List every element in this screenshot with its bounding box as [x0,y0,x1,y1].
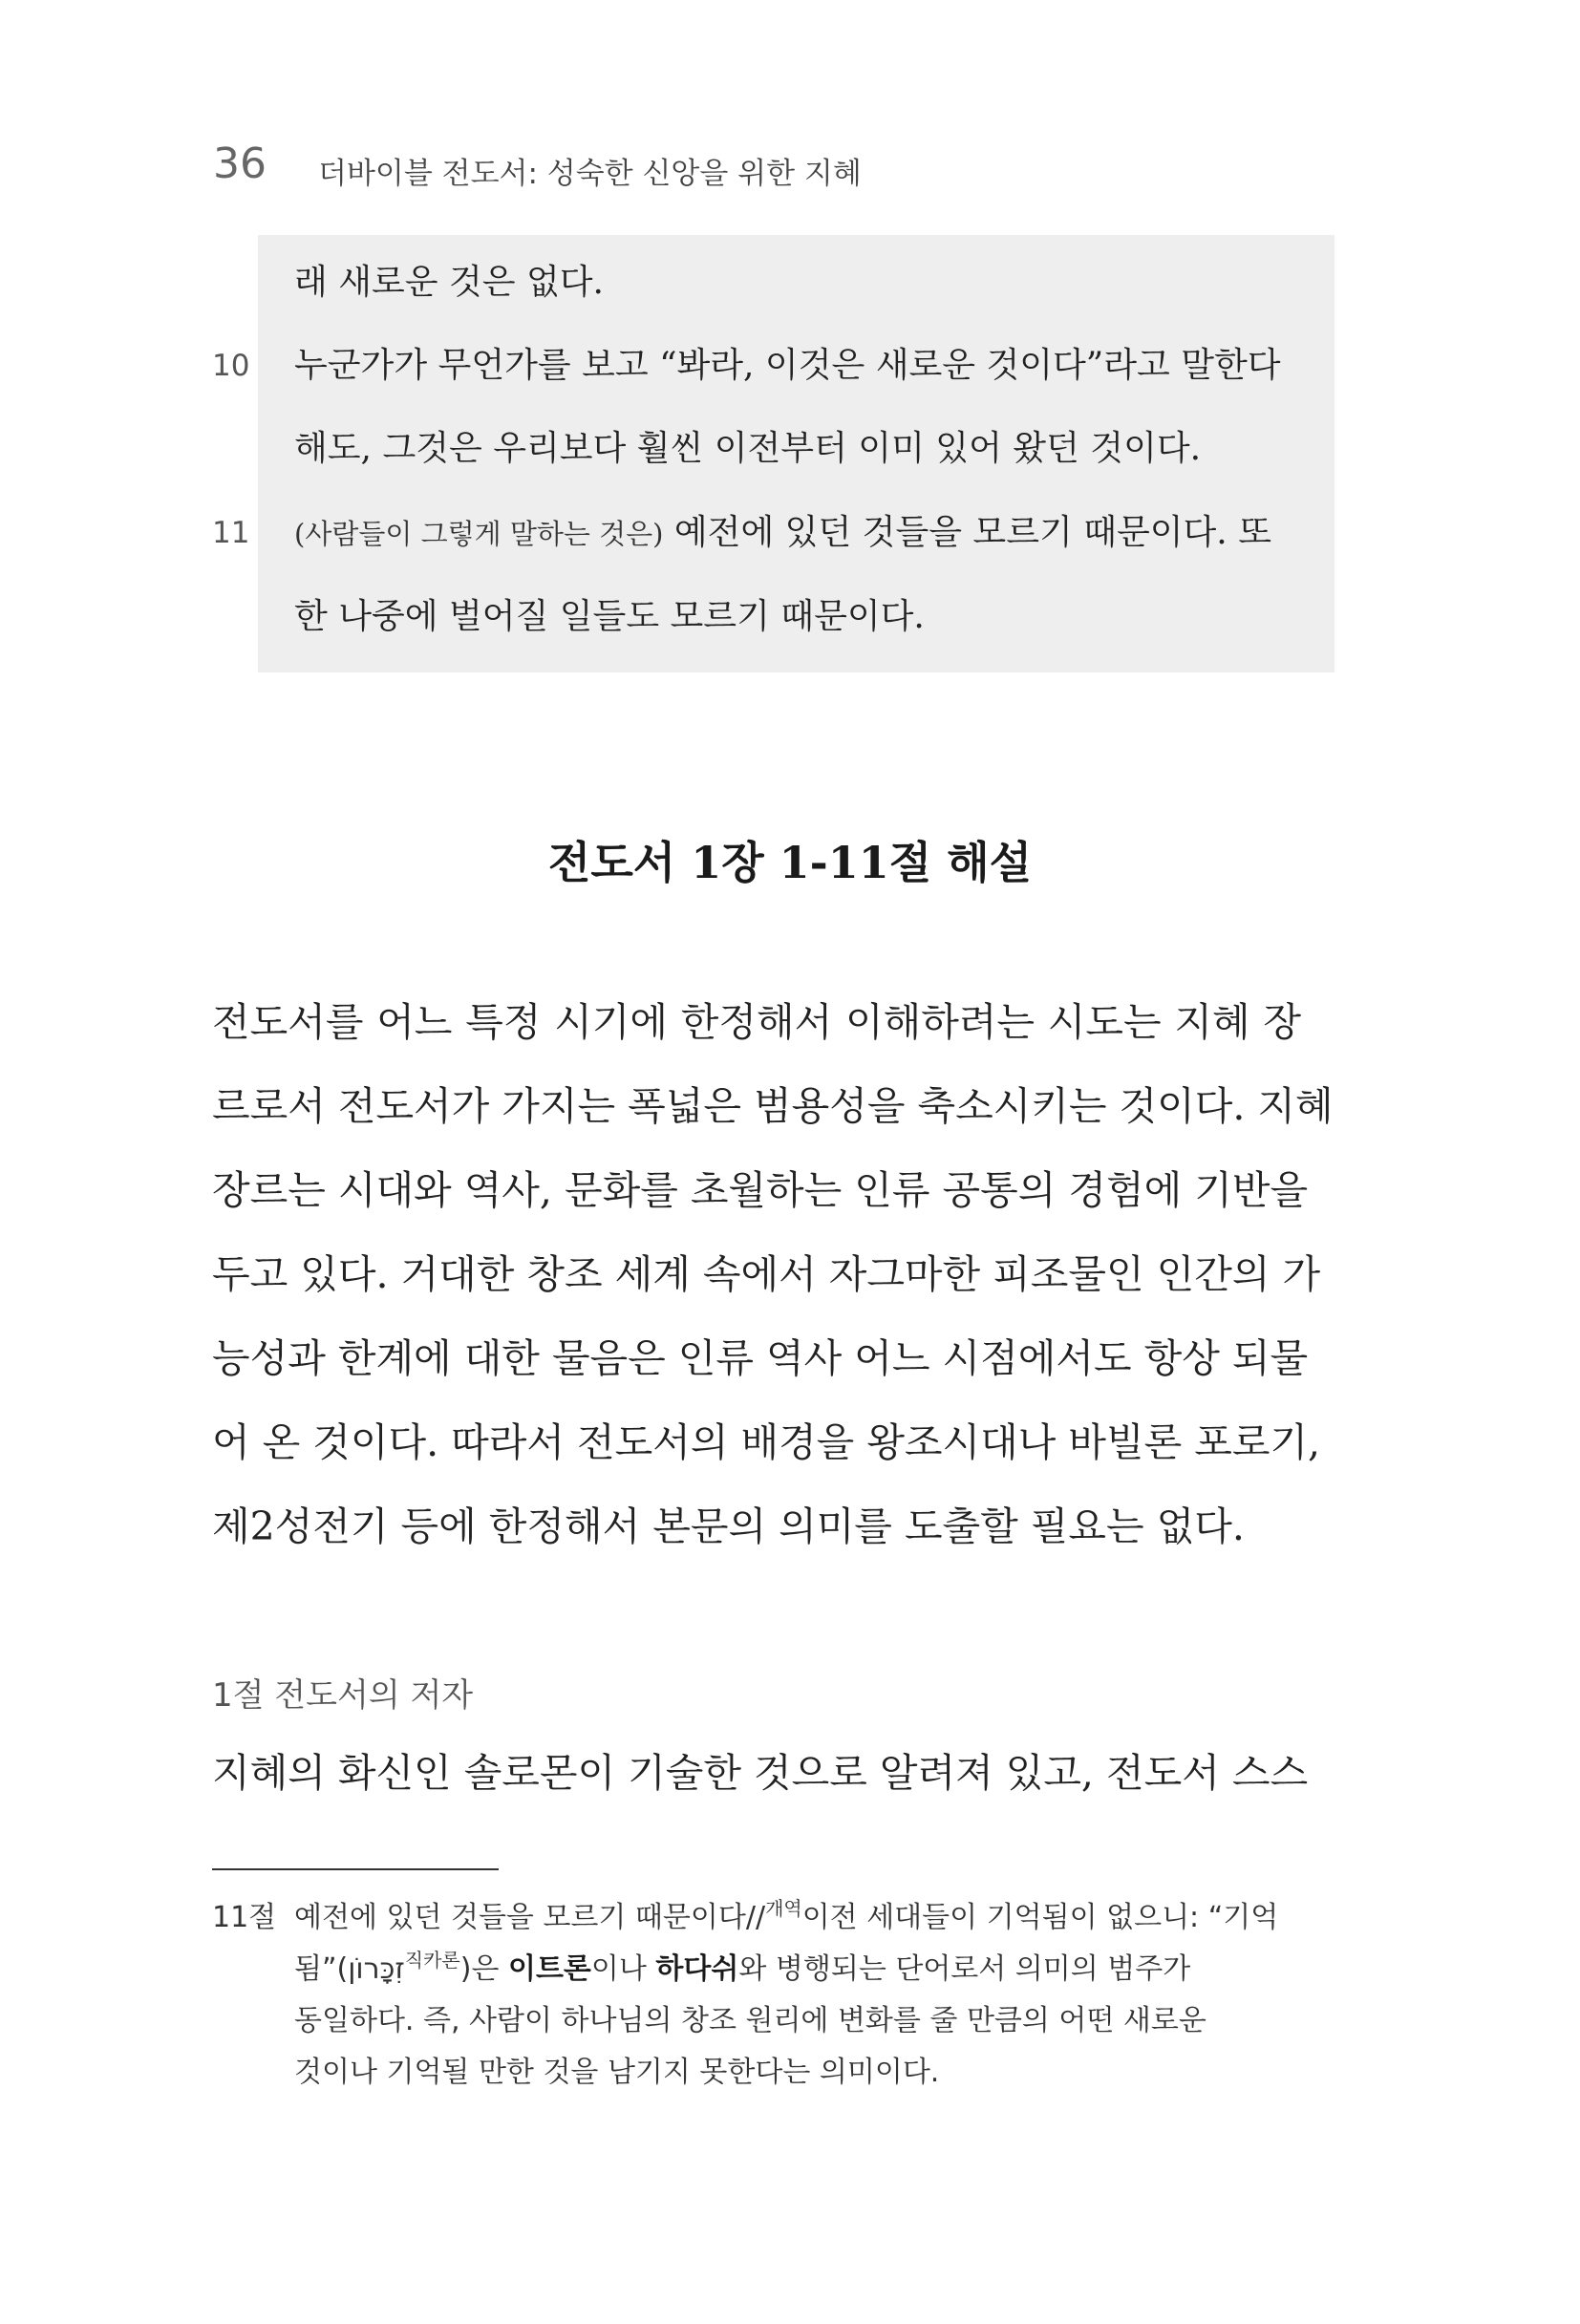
scripture-text: 예전에 있던 것들을 모르기 때문이다. 또 [663,513,1271,552]
subheading: 1절 전도서의 저자 [212,1676,474,1715]
footnote-sup: 개역 [765,1897,802,1920]
footnote-line [294,1949,1191,1986]
footnote-text: 예전에 있던 것들을 모르기 때문이다// [294,1901,766,1934]
footnote-term: 하다쉬 [655,1952,739,1986]
footnote-ref: 11절 [212,1901,277,1934]
scripture-line: 해도, 그것은 우리보다 훨씬 이전부터 이미 있어 왔던 것이다. [294,429,1202,468]
paragraph-line: 장르는 시대와 역사, 문화를 초월하는 인류 공통의 경험에 기반을 [212,1167,1309,1213]
footnote-line: 동일하다. 즉, 사람이 하나님의 창조 원리에 변화를 줄 만큼의 어떤 새로운 [294,2004,1206,2037]
paragraph-line: 제2성전기 등에 한정해서 본문의 의미를 도출할 필요는 없다. [212,1503,1245,1549]
scripture-line: 누군가가 무언가를 보고 “봐라, 이것은 새로운 것이다”라고 말한다 [294,346,1281,385]
footnote-text: 이전 세대들이 기억됨이 없으니: “기억 [801,1901,1279,1934]
footnote-text: 됨”( [294,1952,349,1986]
running-header: 더바이블 전도서: 성숙한 신앙을 위한 지혜 [318,157,862,191]
scripture-line [294,513,1271,552]
paragraph-line: 르로서 전도서가 가지는 폭넓은 범용성을 축소시키는 것이다. 지혜 [212,1083,1334,1129]
paragraph-line: 어 온 것이다. 따라서 전도서의 배경을 왕조시대나 바빌론 포로기, [212,1419,1321,1465]
footnote-text: 와 병행되는 단어로서 의미의 범주가 [738,1952,1191,1986]
footnote-term: 이트론 [507,1952,591,1986]
page-number: 36 [213,139,267,188]
paragraph-line: 전도서를 어느 특정 시기에 한정해서 이해하려는 시도는 지혜 장 [212,999,1301,1045]
footnote-text: )은 [459,1952,508,1986]
footnote-rule [212,1868,499,1870]
scripture-note: (사람들이 그렇게 말하는 것은) [294,518,664,550]
verse-number: 10 [212,349,250,383]
paragraph-line: 두고 있다. 거대한 창조 세계 속에서 자그마한 피조물인 인간의 가 [212,1251,1321,1297]
scripture-line: 한 나중에 벌어질 일들도 모르기 때문이다. [294,597,925,636]
footnote-text: 이나 [590,1952,656,1986]
footnote-line [294,1897,1279,1934]
verse-number: 11 [212,516,250,550]
scripture-line: 래 새로운 것은 없다. [294,263,604,302]
hebrew-word: זִכָּרוֹן [348,1952,405,1986]
body-line: 지혜의 화신인 솔로몬이 기술한 것으로 알려져 있고, 전도서 스스 [212,1750,1309,1796]
section-heading: 전도서 1장 1-11절 해설 [547,837,1033,888]
footnote-sup: 직카론 [404,1949,460,1972]
footnote-line: 것이나 기억될 만한 것을 남기지 못한다는 의미이다. [294,2056,940,2089]
paragraph-line: 능성과 한계에 대한 물음은 인류 역사 어느 시점에서도 항상 되물 [212,1335,1309,1381]
